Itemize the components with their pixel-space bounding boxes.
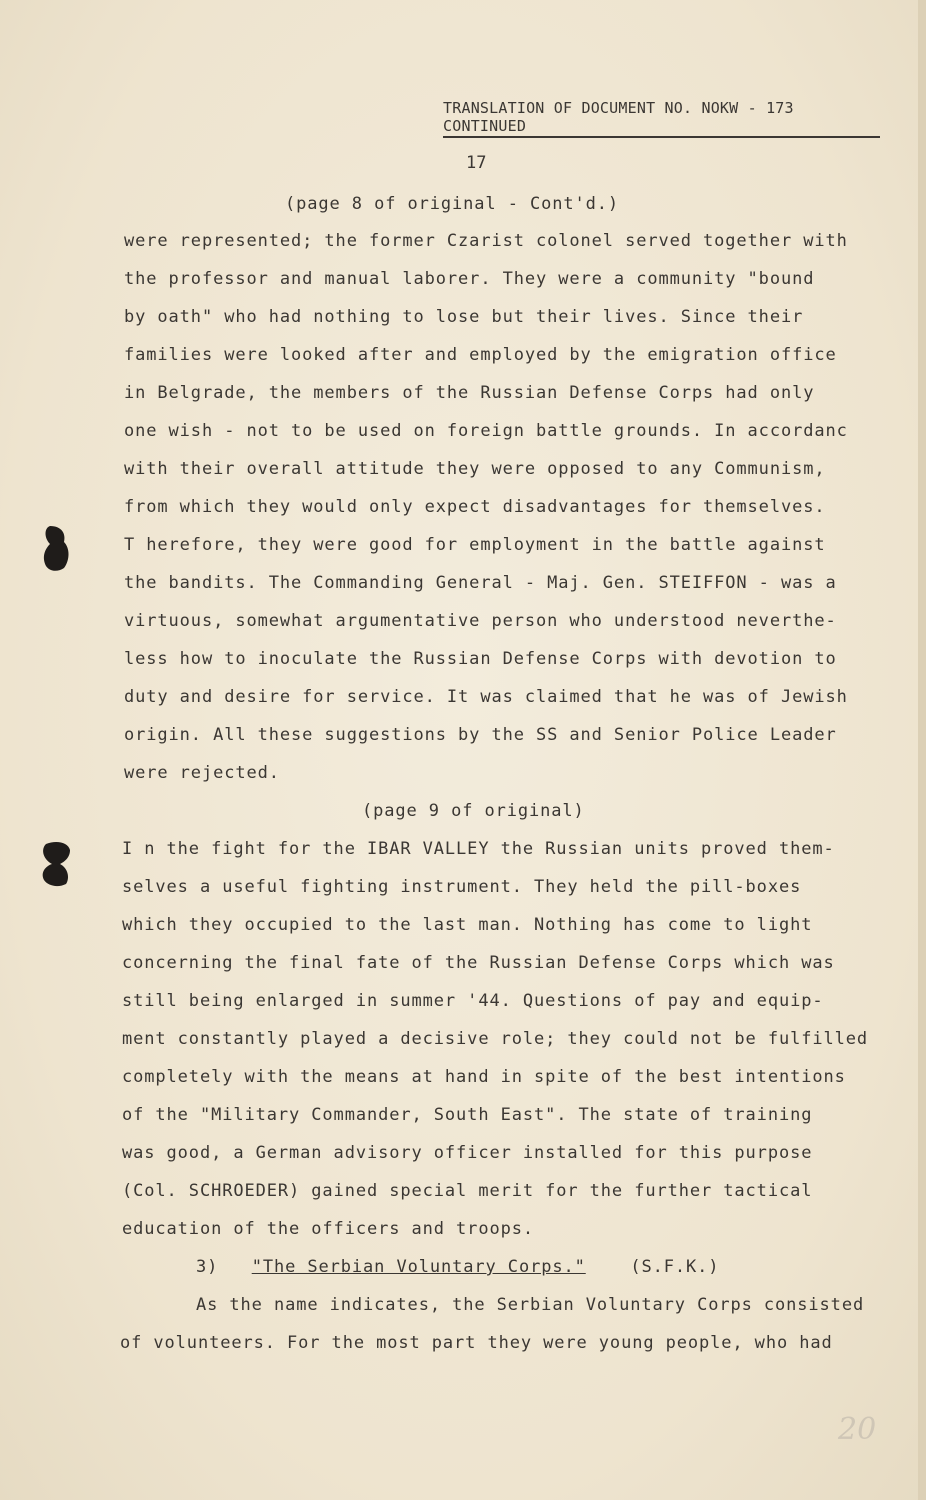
page-note-mid: (page 9 of original)	[362, 801, 585, 821]
text-line: I n the fight for the IBAR VALLEY the Russian units proved them-	[122, 839, 835, 859]
text-line: families were looked after and employed by the emigration office	[124, 345, 837, 365]
text-line: virtuous, somewhat argumentative person who understood neverthe-	[124, 611, 837, 631]
text-line: selves a useful fighting instrument. They held the pill-boxes	[122, 877, 802, 897]
text-line: duty and desire for service. It was claimed that he was of Jewish	[124, 687, 848, 707]
header-rule	[443, 136, 880, 138]
text-line: T herefore, they were good for employment in the battle against	[124, 535, 826, 555]
text-line: of volunteers. For the most part they were young people, who had	[120, 1333, 833, 1353]
page-number: 17	[466, 153, 487, 173]
text-line: in Belgrade, the members of the Russian Defense Corps had only	[124, 383, 815, 403]
page-note-top: (page 8 of original - Cont'd.)	[285, 194, 620, 214]
text-line: completely with the means at hand in spite of the best intentions	[122, 1067, 846, 1087]
text-line: ment constantly played a decisive role; they could not be fulfilled	[122, 1029, 869, 1049]
text-line: (Col. SCHROEDER) gained special merit for the further tactical	[122, 1181, 813, 1201]
text-line: of the "Military Commander, South East". The state of training	[122, 1105, 813, 1125]
text-line: was good, a German advisory officer installed for this purpose	[122, 1143, 813, 1163]
text-line: still being enlarged in summer '44. Questions of pay and equip-	[122, 991, 824, 1011]
text-line: the bandits. The Commanding General - Maj. Gen. STEIFFON - was a	[124, 573, 837, 593]
text-line: were represented; the former Czarist colonel served together with	[124, 231, 848, 251]
text-line: the professor and manual laborer. They were a community "bound	[124, 269, 815, 289]
text-line: concerning the final fate of the Russian Defense Corps which was	[122, 953, 835, 973]
section-abbrev: (S.F.K.)	[630, 1257, 720, 1277]
header-continued: CONTINUED	[443, 117, 527, 135]
section-heading	[196, 1257, 719, 1277]
text-line: from which they would only expect disadvantages for themselves.	[124, 497, 826, 517]
punch-hole	[40, 840, 72, 888]
punch-hole	[40, 524, 72, 572]
pencil-mark: 20	[838, 1412, 877, 1447]
header-title: TRANSLATION OF DOCUMENT NO. NOKW - 173	[443, 99, 794, 117]
text-line: As the name indicates, the Serbian Voluntary Corps consisted	[196, 1295, 865, 1315]
document-header	[443, 99, 880, 135]
section-title: "The Serbian Voluntary Corps."	[251, 1257, 586, 1277]
text-line: less how to inoculate the Russian Defense Corps with devotion to	[124, 649, 837, 669]
text-line: one wish - not to be used on foreign battle grounds. In accordanc	[124, 421, 848, 441]
page-edge	[918, 0, 926, 1500]
text-line: origin. All these suggestions by the SS and Senior Police Leader	[124, 725, 837, 745]
text-line: with their overall attitude they were opposed to any Communism,	[124, 459, 826, 479]
text-line: by oath" who had nothing to lose but their lives. Since their	[124, 307, 804, 327]
text-line: which they occupied to the last man. Nothing has come to light	[122, 915, 813, 935]
text-line: education of the officers and troops.	[122, 1219, 534, 1239]
section-number: 3)	[196, 1257, 219, 1277]
text-line: were rejected.	[124, 763, 280, 783]
